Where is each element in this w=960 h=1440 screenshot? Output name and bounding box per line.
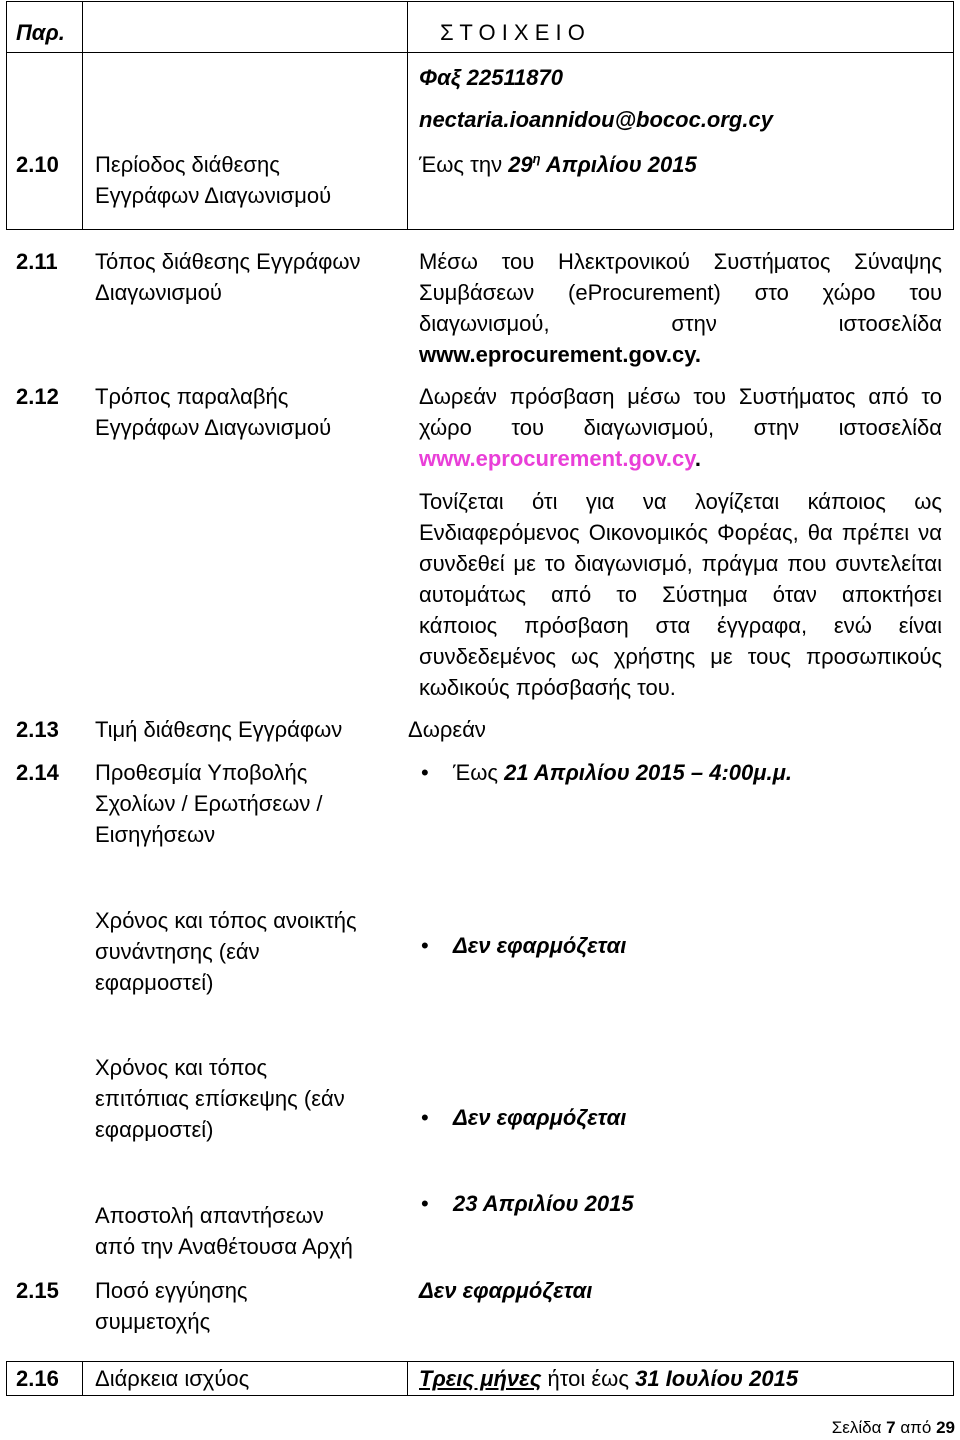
section-label-line: Ποσό εγγύησης xyxy=(95,1278,248,1303)
section-label-line: Εγγράφων Διαγωνισμού xyxy=(95,183,332,208)
footer-current-page: 7 xyxy=(886,1418,896,1437)
availability-day-suffix: η xyxy=(532,151,541,166)
guarantee-amount-value: Δεν εφαρμόζεται xyxy=(419,1278,593,1303)
section-number: 2.12 xyxy=(16,384,59,409)
eprocurement-link-line xyxy=(419,443,701,474)
duration-row-border-right xyxy=(953,1361,954,1396)
validity-end-date: 31 Ιουλίου 2015 xyxy=(635,1366,799,1391)
site-visit-value: Δεν εφαρμόζεται xyxy=(453,1105,627,1130)
element-column-header: Σ Τ Ο Ι Χ Ε Ι Ο xyxy=(440,20,585,45)
section-value-line: Συμβάσεων (eProcurement) στο χώρο του xyxy=(419,280,942,305)
section-label-line: Διαγωνισμού xyxy=(95,280,222,305)
section-label-line: εφαρμοστεί) xyxy=(95,1117,214,1142)
section-number: 2.15 xyxy=(16,1278,59,1303)
note-line: αυτομάτως από το Σύστημα όταν αποκτήσει xyxy=(419,582,942,607)
section-number: 2.14 xyxy=(16,760,59,785)
duration-row-divider-2 xyxy=(407,1361,408,1396)
section-label-line: Τιμή διάθεσης Εγγράφων xyxy=(95,717,343,742)
section-label-line: Τόπος διάθεσης Εγγράφων xyxy=(95,249,361,274)
section-label-line: Διάρκεια ισχύος xyxy=(95,1366,250,1391)
eprocurement-website: www.eprocurement.gov.cy. xyxy=(419,342,701,367)
document-price-value: Δωρεάν xyxy=(408,717,486,742)
duration-row-divider-1 xyxy=(82,1361,83,1396)
eprocurement-link-suffix: . xyxy=(694,446,702,471)
table-border-left xyxy=(6,1,7,230)
footer-total-pages: 29 xyxy=(936,1418,955,1437)
availability-period-value xyxy=(419,149,697,183)
bullet-icon: • xyxy=(421,933,429,958)
section-value-line: Μέσω του Ηλεκτρονικού Συστήματος Σύναψης xyxy=(419,249,942,274)
table-column-divider-2 xyxy=(407,1,408,230)
table-column-divider-1 xyxy=(82,1,83,230)
answers-date-value: 23 Απριλίου 2015 xyxy=(453,1191,634,1216)
section-number: 2.16 xyxy=(16,1366,59,1391)
duration-row-border-bottom xyxy=(6,1395,954,1396)
section-label-line: συνάντησης (εάν xyxy=(95,939,260,964)
bullet-icon: • xyxy=(421,760,429,785)
contact-email: nectaria.ioannidou@bococ.org.cy xyxy=(419,107,773,132)
page-number-footer xyxy=(832,1417,955,1439)
paragraph-column-header: Παρ. xyxy=(16,20,65,45)
section-label-line: Περίοδος διάθεσης xyxy=(95,152,280,177)
section-label-line: συμμετοχής xyxy=(95,1309,211,1334)
note-line: συνδεθεί με το διαγωνισμό, πράγμα που συντελείται xyxy=(419,551,942,576)
availability-prefix: Έως την xyxy=(419,152,509,177)
footer-page-middle: από xyxy=(895,1418,937,1437)
availability-day: 29 xyxy=(508,152,533,177)
section-label-line: Προθεσμία Υποβολής xyxy=(95,760,308,785)
section-label-line: εφαρμοστεί) xyxy=(95,970,214,995)
section-label-line: Εγγράφων Διαγωνισμού xyxy=(95,415,332,440)
section-number: 2.13 xyxy=(16,717,59,742)
availability-month-year: Απριλίου 2015 xyxy=(540,152,697,177)
fax-number: Φαξ 22511870 xyxy=(419,65,563,90)
validity-connector: ήτοι έως xyxy=(541,1366,636,1391)
section-label-line: Χρόνος και τόπος xyxy=(95,1055,268,1080)
table-border-top xyxy=(6,1,954,2)
deadline-prefix: Έως xyxy=(453,760,505,785)
duration-row-border-left xyxy=(6,1361,7,1396)
eprocurement-link[interactable]: www.eprocurement.gov.cy xyxy=(419,446,695,471)
note-line: Ενδιαφερόμενος Οικονομικός Φορέας, θα πρέπει να xyxy=(419,520,942,545)
comments-deadline-value xyxy=(453,757,792,788)
note-line: κάποιος πρόσβαση στα έγγραφα, ενώ είναι xyxy=(419,613,942,638)
section-label-line: Χρόνος και τόπος ανοικτής xyxy=(95,908,357,933)
section-number: 2.10 xyxy=(16,152,59,177)
section-value-line: διαγωνισμού, στην ιστοσελίδα xyxy=(419,311,942,336)
validity-period: Τρεις μήνες xyxy=(419,1366,542,1391)
section-label-line: από την Αναθέτουσα Αρχή xyxy=(95,1234,353,1259)
note-line: Τονίζεται ότι για να λογίζεται κάποιος ως xyxy=(419,489,942,514)
duration-row-border-top xyxy=(6,1361,954,1362)
section-label-line: Εισηγήσεων xyxy=(95,822,216,847)
section-label-line: επιτόπιας επίσκεψης (εάν xyxy=(95,1086,345,1111)
table-row-divider xyxy=(6,229,954,230)
section-number: 2.11 xyxy=(16,249,58,274)
open-meeting-value: Δεν εφαρμόζεται xyxy=(453,933,627,958)
bullet-icon: • xyxy=(421,1105,429,1130)
section-label-line: Αποστολή απαντήσεων xyxy=(95,1203,324,1228)
deadline-date-time: 21 Απριλίου 2015 – 4:00μ.μ. xyxy=(504,760,793,785)
section-label-line: Σχολίων / Ερωτήσεων / xyxy=(95,791,323,816)
footer-page-prefix: Σελίδα xyxy=(831,1418,887,1437)
validity-duration-value xyxy=(419,1363,798,1394)
section-label-line: Τρόπος παραλαβής xyxy=(95,384,289,409)
note-line: κωδικούς πρόσβασής του. xyxy=(419,675,676,700)
bullet-icon: • xyxy=(421,1191,429,1216)
section-value-line: Δωρεάν πρόσβαση μέσω του Συστήματος από το xyxy=(419,384,942,409)
table-header-divider xyxy=(6,52,954,53)
table-border-right xyxy=(953,1,954,230)
section-value-line: χώρο του διαγωνισμού, στην ιστοσελίδα xyxy=(419,415,942,440)
note-line: συνδεδεμένος ως χρήστης με τους προσωπικούς xyxy=(419,644,942,669)
